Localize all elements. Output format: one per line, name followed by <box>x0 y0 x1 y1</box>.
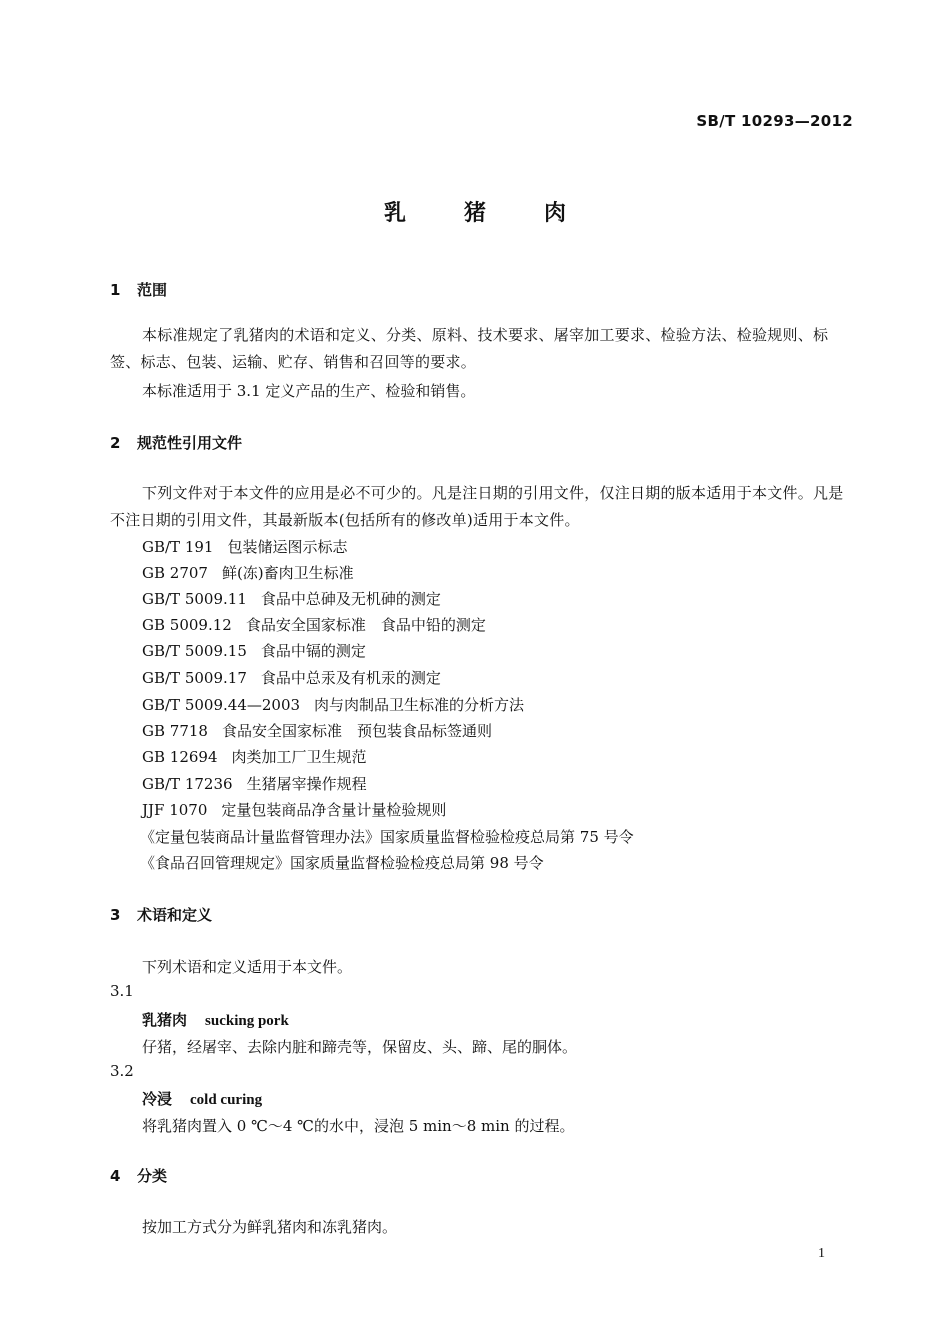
section-title: 术语和定义 <box>137 906 213 924</box>
term-heading <box>142 1009 289 1030</box>
section-1-paragraph-2: 本标准适用于 3.1 定义产品的生产、检验和销售。 <box>142 382 476 400</box>
reference-title: 肉与肉制品卫生标准的分析方法 <box>314 696 525 714</box>
term-english: cold curing <box>190 1092 263 1108</box>
section-4-paragraph: 按加工方式分为鲜乳猪肉和冻乳猪肉。 <box>142 1218 398 1236</box>
term-chinese: 乳猪肉 <box>142 1011 188 1029</box>
reference-title: 生猪屠宰操作规程 <box>246 775 367 793</box>
section-3-intro: 下列术语和定义适用于本文件。 <box>142 958 353 976</box>
term-number: 3.1 <box>110 982 134 1000</box>
reference-title: 定量包装商品净含量计量检验规则 <box>221 801 447 819</box>
reference-code: GB 12694 <box>142 748 218 766</box>
reference-title: 肉类加工厂卫生规范 <box>231 748 367 766</box>
reference-title: 食品中总汞及有机汞的测定 <box>260 669 441 687</box>
reference-title: 食品安全国家标准 食品中铅的测定 <box>245 616 486 634</box>
section-number: 1 <box>110 281 121 299</box>
reference-code: GB 7718 <box>142 722 208 740</box>
regulation-item: 《食品召回管理规定》国家质量监督检验检疫总局第 98 号令 <box>140 854 544 872</box>
term-heading <box>142 1088 262 1109</box>
reference-code: GB 5009.12 <box>142 616 232 634</box>
reference-title: 食品中总砷及无机砷的测定 <box>260 590 441 608</box>
section-title: 规范性引用文件 <box>137 434 243 452</box>
section-number: 4 <box>110 1167 121 1185</box>
reference-title: 包装储运图示标志 <box>227 538 348 556</box>
reference-title: 食品中镉的测定 <box>260 642 366 660</box>
section-2-heading <box>110 432 242 453</box>
term-number: 3.2 <box>110 1062 134 1080</box>
reference-code: GB/T 5009.17 <box>142 669 247 687</box>
term-definition: 将乳猪肉置入 0 ℃～4 ℃的水中，浸泡 5 min～8 min 的过程。 <box>142 1117 575 1135</box>
section-3-heading <box>110 904 212 925</box>
reference-item <box>142 614 486 635</box>
reference-code: GB/T 5009.15 <box>142 642 247 660</box>
section-2-intro: 下列文件对于本文件的应用是必不可少的。凡是注日期的引用文件，仅注日期的版本适用于本文件。凡是不注日期的引用文件，其最新版本(包括所有的修改单)适用于本文件。 <box>110 484 844 529</box>
reference-code: JJF 1070 <box>142 801 208 819</box>
reference-item <box>142 667 441 688</box>
section-1-heading <box>110 279 167 300</box>
reference-item <box>142 640 366 661</box>
section-4-heading <box>110 1165 167 1186</box>
regulation-item: 《定量包装商品计量监督管理办法》国家质量监督检验检疫总局第 75 号令 <box>140 828 634 846</box>
term-english: sucking pork <box>205 1013 289 1029</box>
reference-item <box>142 694 524 715</box>
reference-code: GB/T 5009.11 <box>142 590 247 608</box>
reference-code: GB/T 191 <box>142 538 214 556</box>
reference-code: GB/T 5009.44—2003 <box>142 696 301 714</box>
standard-code: SB/T 10293—2012 <box>696 112 853 130</box>
reference-item <box>142 720 492 741</box>
section-1-paragraph-1: 本标准规定了乳猪肉的术语和定义、分类、原料、技术要求、屠宰加工要求、检验方法、检验规则、标签、标志、包装、运输、贮存、销售和召回等的要求。 <box>110 326 829 371</box>
reference-title: 食品安全国家标准 预包装食品标签通则 <box>221 722 492 740</box>
term-definition: 仔猪，经屠宰、去除内脏和蹄壳等，保留皮、头、蹄、尾的胴体。 <box>142 1038 578 1056</box>
reference-code: GB 2707 <box>142 564 208 582</box>
section-title: 分类 <box>137 1167 168 1185</box>
section-number: 3 <box>110 906 121 924</box>
page-number: 1 <box>818 1246 825 1261</box>
section-number: 2 <box>110 434 121 452</box>
document-title: 乳猪肉 <box>383 201 624 226</box>
reference-item <box>142 799 446 820</box>
section-title: 范围 <box>137 281 168 299</box>
term-chinese: 冷浸 <box>142 1090 173 1108</box>
reference-item <box>142 773 367 794</box>
reference-item <box>142 536 347 557</box>
reference-code: GB/T 17236 <box>142 775 233 793</box>
reference-item <box>142 562 354 583</box>
reference-item <box>142 588 441 609</box>
reference-item <box>142 746 367 767</box>
reference-title: 鲜(冻)畜肉卫生标准 <box>221 564 354 582</box>
